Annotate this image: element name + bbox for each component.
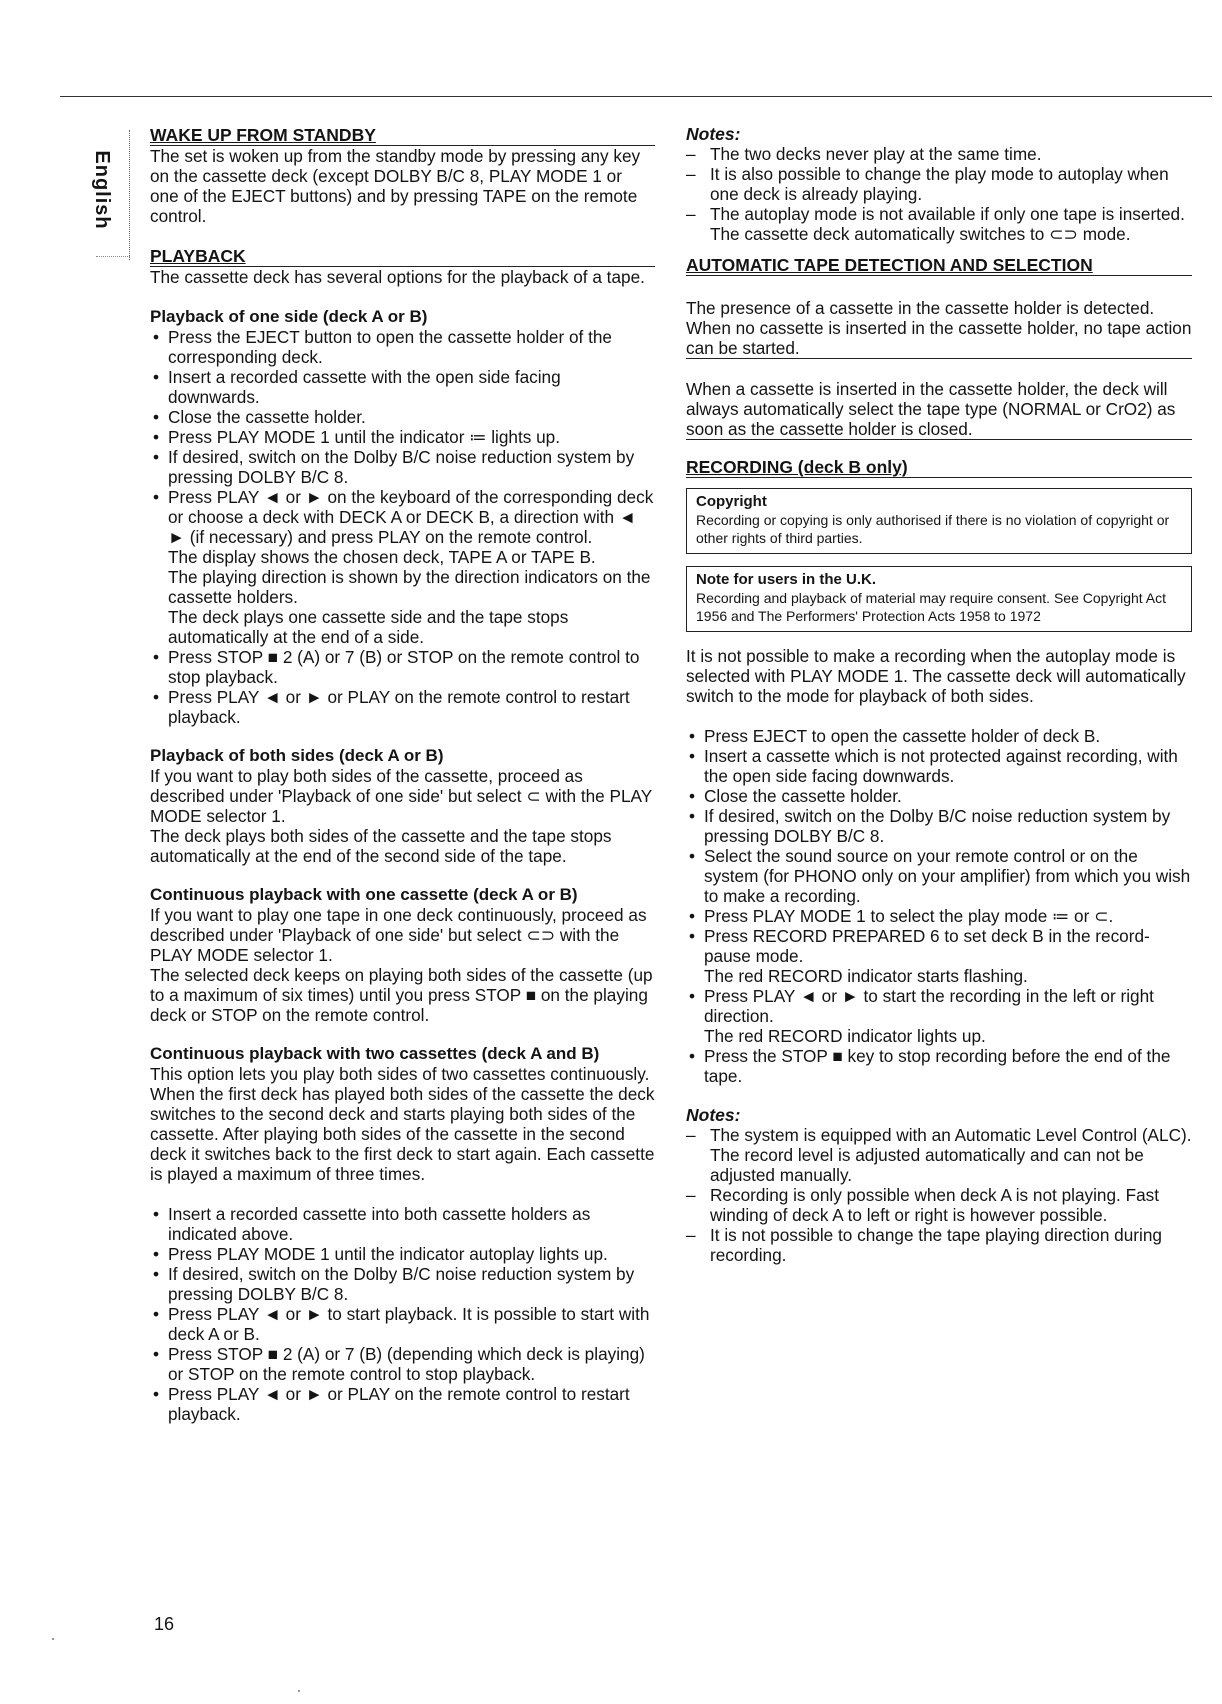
page-number: 16 bbox=[154, 1614, 175, 1634]
side-dotted-mark bbox=[96, 256, 130, 257]
list-item: • Press STOP ■ 2 (A) or 7 (B) or STOP on the remote control to stop playback. bbox=[150, 647, 655, 687]
list-item-text: • Press PLAY ◄ or ► on the keyboard of the corresponding deck or choose a deck with DECK A or DECK B, a direction with ◄ ► (if necessary) and press PLAY on the remote control. bbox=[168, 487, 654, 547]
left-column bbox=[150, 126, 655, 1424]
auto-tape-text: The presence of a cassette in the cassette holder is detected. When no cassette is inserted in the cassette holder, no tape action can be started. bbox=[686, 298, 1192, 358]
list-item: • Press PLAY MODE 1 until the indicator autoplay lights up. bbox=[150, 1244, 655, 1264]
list-item: • Press EJECT to open the cassette holder of deck B. bbox=[686, 726, 1192, 746]
one-side-heading: Playback of one side (deck A or B) bbox=[150, 307, 428, 326]
uk-note-title: Note for users in the U.K. bbox=[696, 571, 877, 588]
notes-recording bbox=[686, 1105, 1192, 1265]
notes-list bbox=[686, 144, 1192, 244]
recording-heading: RECORDING (deck B only) bbox=[686, 458, 1192, 478]
side-divider bbox=[129, 130, 130, 260]
list-item: • Press STOP ■ 2 (A) or 7 (B) (depending which deck is playing) or STOP on the remote control to stop playback. bbox=[150, 1344, 655, 1384]
auto-tape-section bbox=[686, 256, 1192, 440]
playback-both-sides bbox=[150, 746, 655, 866]
list-item: • If desired, switch on the Dolby B/C noise reduction system by pressing DOLBY B/C 8. bbox=[686, 806, 1192, 846]
list-item: • Press PLAY ◄ or ► to start playback. It is possible to start with deck A or B. bbox=[150, 1304, 655, 1344]
list-item: • Close the cassette holder. bbox=[150, 407, 655, 427]
list-item: • Press the STOP ■ key to stop recording before the end of the tape. bbox=[686, 1046, 1192, 1086]
list-item-continuation: The red RECORD indicator lights up. bbox=[704, 1026, 986, 1046]
playback-heading: PLAYBACK bbox=[150, 247, 655, 267]
auto-tape-heading: AUTOMATIC TAPE DETECTION AND SELECTION bbox=[686, 256, 1192, 276]
uk-note-box bbox=[686, 566, 1192, 632]
language-tab bbox=[88, 140, 118, 240]
list-item: • Press PLAY ◄ or ► or PLAY on the remote control to restart playback. bbox=[150, 1384, 655, 1424]
list-item: • Press PLAY ◄ or ► or PLAY on the remote control to restart playback. bbox=[150, 687, 655, 727]
list-item: • If desired, switch on the Dolby B/C noise reduction system by pressing DOLBY B/C 8. bbox=[150, 1264, 655, 1304]
recording-intro: It is not possible to make a recording when the autoplay mode is selected with PLAY MODE 1. The cassette deck will automatically switch to the mode for playback of both sides. bbox=[686, 646, 1186, 706]
recording-steps bbox=[686, 726, 1192, 1086]
continuous-one-text: The selected deck keeps on playing both sides of the cassette (up to a maximum of six times) until you press STOP ■ on the playing deck or STOP on the remote control. bbox=[150, 965, 653, 1025]
both-sides-text: If you want to play both sides of the cassette, proceed as described under 'Playback of one side' but select ⊂ with the PLAY MODE selector 1. bbox=[150, 766, 652, 826]
uk-note-text: Recording and playback of material may require consent. See Copyright Act 1956 and The Performers' Protection Acts 1958 to 1972 bbox=[696, 590, 1167, 624]
note-item: – Recording is only possible when deck A is not playing. Fast winding of deck A to left or right is however possible. bbox=[686, 1185, 1192, 1225]
both-sides-heading: Playback of both sides (deck A or B) bbox=[150, 746, 444, 765]
note-item: – The two decks never play at the same time. bbox=[686, 144, 1192, 164]
list-item bbox=[150, 487, 655, 647]
continuous-one-cassette bbox=[150, 885, 655, 1025]
both-sides-text: The deck plays both sides of the cassette and the tape stops automatically at the end of the second side of the tape. bbox=[150, 826, 612, 866]
note-item: – It is not possible to change the tape playing direction during recording. bbox=[686, 1225, 1192, 1265]
list-item-text: • Press RECORD PREPARED 6 to set deck B in the record-pause mode. bbox=[704, 926, 1150, 966]
list-item-continuation: The display shows the chosen deck, TAPE A or TAPE B. bbox=[168, 547, 596, 567]
continuous-two-text: This option lets you play both sides of two cassettes continuously. When the first deck has played both sides of the cassette the deck switches to the second deck and starts playing both sides of the cassette. After playing both sides of the cassette in the second deck it switches back to the first deck to start again. Each cassette is played a maximum of three times. bbox=[150, 1064, 655, 1184]
continuous-one-text: If you want to play one tape in one deck continuously, proceed as described under 'Playback of one side' but select ⊂⊃ with the PLAY MODE selector 1. bbox=[150, 905, 647, 965]
copyright-title: Copyright bbox=[696, 493, 767, 510]
notes-list bbox=[686, 1125, 1192, 1265]
list-item bbox=[686, 986, 1192, 1046]
list-item: • If desired, switch on the Dolby B/C noise reduction system by pressing DOLBY B/C 8. bbox=[150, 447, 655, 487]
playback-section bbox=[150, 247, 655, 1424]
language-tab-label: English bbox=[91, 150, 113, 230]
wake-up-text: The set is woken up from the standby mode by pressing any key on the cassette deck (except DOLBY B/C 8, PLAY MODE 1 or one of the EJECT buttons) and by pressing TAPE on the remote control. bbox=[150, 146, 641, 226]
continuous-two-steps bbox=[150, 1204, 655, 1424]
list-item: • Press PLAY MODE 1 to select the play mode ≔ or ⊂. bbox=[686, 906, 1192, 926]
scan-speck bbox=[52, 1638, 54, 1640]
note-item: – The system is equipped with an Automatic Level Control (ALC). The record level is adjusted automatically and can not be adjusted manually. bbox=[686, 1125, 1192, 1185]
scan-speck bbox=[298, 1690, 300, 1692]
list-item: • Insert a recorded cassette with the open side facing downwards. bbox=[150, 367, 655, 407]
continuous-two-heading: Continuous playback with two cassettes (deck A and B) bbox=[150, 1044, 600, 1063]
wake-up-heading: WAKE UP FROM STANDBY bbox=[150, 126, 655, 146]
right-column bbox=[686, 124, 1192, 1265]
continuous-one-heading: Continuous playback with one cassette (deck A or B) bbox=[150, 885, 578, 904]
continuous-two-cassettes bbox=[150, 1044, 655, 1424]
list-item: • Press PLAY MODE 1 until the indicator ≔ lights up. bbox=[150, 427, 655, 447]
top-rule bbox=[60, 96, 1212, 97]
recording-section bbox=[686, 458, 1192, 1086]
notes-heading: Notes: bbox=[686, 124, 741, 144]
auto-tape-text: When a cassette is inserted in the cassette holder, the deck will always automatically select the tape type (NORMAL or CrO2) as soon as the cassette holder is closed. bbox=[686, 379, 1192, 440]
copyright-text: Recording or copying is only authorised if there is no violation of copyright or other rights of third parties. bbox=[696, 512, 1170, 546]
list-item: • Press the EJECT button to open the cassette holder of the corresponding deck. bbox=[150, 327, 655, 367]
list-item: • Insert a recorded cassette into both cassette holders as indicated above. bbox=[150, 1204, 655, 1244]
note-item: – The autoplay mode is not available if only one tape is inserted. The cassette deck automatically switches to ⊂⊃ mode. bbox=[686, 204, 1192, 244]
list-item: • Close the cassette holder. bbox=[686, 786, 1192, 806]
copyright-box bbox=[686, 488, 1192, 554]
list-item-continuation: The deck plays one cassette side and the tape stops automatically at the end of a side. bbox=[168, 607, 569, 647]
notes-heading: Notes: bbox=[686, 1105, 741, 1125]
wake-up-section bbox=[150, 126, 655, 226]
list-item-continuation: The playing direction is shown by the direction indicators on the cassette holders. bbox=[168, 567, 651, 607]
list-item bbox=[686, 926, 1192, 986]
list-item-text: • Press PLAY ◄ or ► to start the recording in the left or right direction. bbox=[704, 986, 1154, 1026]
list-item: • Insert a cassette which is not protected against recording, with the open side facing downwards. bbox=[686, 746, 1192, 786]
note-item: – It is also possible to change the play mode to autoplay when one deck is already playing. bbox=[686, 164, 1192, 204]
playback-intro: The cassette deck has several options for the playback of a tape. bbox=[150, 267, 645, 287]
list-item: • Select the sound source on your remote control or on the system (for PHONO only on your amplifier) from which you wish to make a recording. bbox=[686, 846, 1192, 906]
notes-playback bbox=[686, 124, 1192, 244]
playback-one-side bbox=[150, 307, 655, 727]
list-item-continuation: The red RECORD indicator starts flashing. bbox=[704, 966, 1028, 986]
one-side-steps bbox=[150, 327, 655, 727]
